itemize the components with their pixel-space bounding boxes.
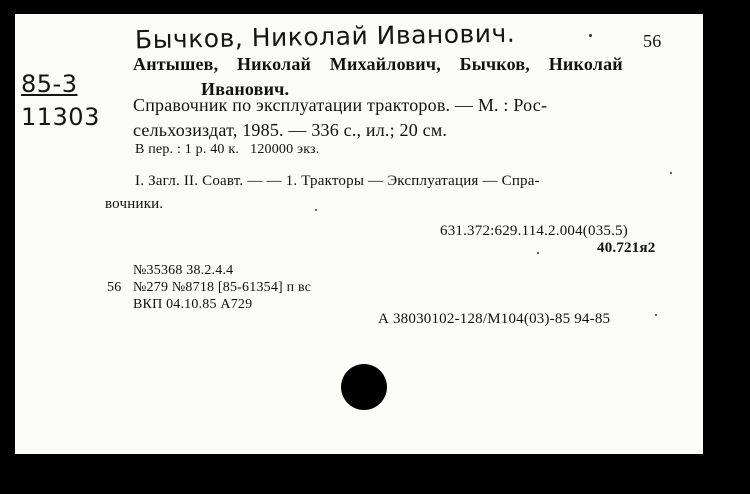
registry-line-2: №279 №8718 [85-61354] п вс	[133, 280, 312, 295]
isbn-line: А 38030102-128/М104(03)-85 94-85	[378, 311, 611, 327]
scan-speck	[670, 172, 672, 174]
title-line-1: Справочник по эксплуатации тракторов. — М. : Рос-	[133, 95, 548, 115]
registry-line-1: №35368 38.2.4.4	[133, 263, 234, 278]
title-line-2: сельхозиздат, 1985. — 336 с., ил.; 20 см.	[133, 120, 448, 140]
catalog-card	[15, 14, 703, 454]
shelf-mark-top: 85-3	[21, 70, 78, 98]
price-and-print-run: В пер. : 1 р. 40 к. 120000 экз.	[135, 142, 320, 157]
card-number: 56	[643, 31, 662, 51]
handwritten-author-name: Бычков, Николай Иванович.	[134, 18, 516, 55]
authors-line-1: Антышев, Николай Михайлович, Бычков, Николай	[133, 54, 623, 74]
tracings-line-1: I. Загл. II. Соавт. — — 1. Тракторы — Эксплуатация — Спра-	[135, 173, 540, 189]
registry-prefix: 56	[107, 280, 122, 295]
scan-speck	[315, 209, 317, 211]
scan-speck	[589, 34, 592, 37]
bbk-code: 40.721я2	[597, 240, 656, 256]
registry-line-3: ВКП 04.10.85 А729	[133, 297, 253, 312]
authors-line-2: Иванович.	[201, 79, 290, 99]
tracings-line-2: вочники.	[105, 196, 164, 212]
scan-speck	[655, 314, 657, 316]
punch-hole	[341, 364, 387, 410]
scan-speck	[537, 252, 539, 254]
udc-code: 631.372:629.114.2.004(035.5)	[440, 223, 628, 239]
shelf-mark-bottom: 11303	[21, 103, 100, 131]
